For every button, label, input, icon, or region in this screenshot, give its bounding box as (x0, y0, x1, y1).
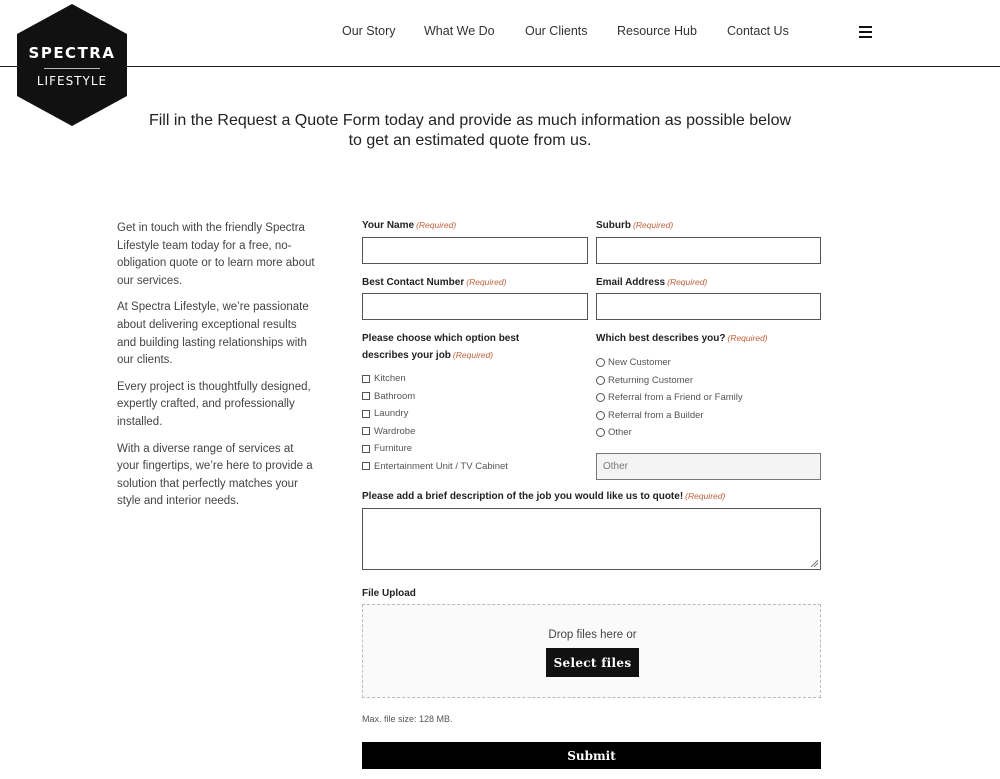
resize-handle-icon[interactable] (810, 559, 818, 567)
option-label: Wardrobe (374, 425, 416, 437)
option-label: New Customer (608, 357, 671, 369)
file-dropzone[interactable] (362, 604, 821, 698)
customer-option-other[interactable] (596, 424, 743, 442)
name-label-text: Your Name (362, 220, 415, 231)
name-label (362, 220, 456, 231)
job-option-furniture[interactable] (362, 440, 508, 458)
option-label: Laundry (374, 408, 409, 420)
required-tag: (Required) (416, 220, 457, 230)
max-file-size-note: Max. file size: 128 MB. (362, 714, 453, 724)
option-label: Returning Customer (608, 374, 694, 386)
option-label: Other (608, 427, 632, 439)
job-option-wardrobe[interactable] (362, 423, 508, 441)
phone-label-text: Best Contact Number (362, 277, 465, 288)
option-label: Furniture (374, 443, 413, 455)
checkbox[interactable] (362, 375, 370, 383)
intro-line-1: Fill in the Request a Quote Form today and provide as much information as possible below (148, 112, 792, 129)
required-tag: (Required) (727, 333, 768, 343)
sidebar-paragraph: Get in touch with the friendly Spectra Lifestyle team today for a free, no-obligation quote or to learn more about our services. (117, 222, 315, 287)
sidebar-paragraph: With a diverse range of services at your fingertips, we’re here to provide a solution that perfectly matches your style and interior needs. (117, 442, 313, 508)
required-tag: (Required) (633, 220, 674, 230)
main-nav (0, 24, 1000, 42)
nav-contact-us[interactable]: Contact Us (727, 24, 789, 38)
file-upload-label: File Upload (362, 588, 416, 599)
phone-input[interactable] (362, 293, 588, 320)
nav-our-story[interactable]: Our Story (342, 24, 396, 38)
job-option-kitchen[interactable] (362, 370, 508, 388)
checkbox[interactable] (362, 427, 370, 435)
job-type-label (362, 331, 562, 364)
intro-heading (100, 111, 840, 151)
email-label (596, 277, 707, 288)
job-option-laundry[interactable] (362, 405, 508, 423)
description-textarea[interactable] (362, 508, 821, 570)
nav-our-clients[interactable]: Our Clients (525, 24, 588, 38)
customer-type-label (596, 333, 768, 344)
submit-button[interactable]: Submit (362, 742, 821, 769)
nav-what-we-do[interactable]: What We Do (424, 24, 495, 38)
required-tag: (Required) (667, 277, 708, 287)
logo-text-lifestyle: LIFESTYLE (36, 74, 108, 88)
phone-label (362, 277, 506, 288)
option-label: Referral from a Friend or Family (608, 392, 743, 404)
customer-option-referral-friend[interactable] (596, 389, 743, 407)
logo-text-spectra: SPECTRA (28, 44, 116, 62)
radio-button[interactable] (596, 376, 605, 385)
job-type-options (362, 370, 508, 475)
drop-files-text: Drop files here or (548, 629, 637, 641)
logo-rule (44, 68, 100, 69)
nav-resource-hub[interactable]: Resource Hub (617, 24, 697, 38)
customer-option-returning[interactable] (596, 372, 743, 390)
checkbox[interactable] (362, 445, 370, 453)
required-tag: (Required) (452, 350, 494, 360)
customer-option-new[interactable] (596, 354, 743, 372)
customer-type-label-text: Which best describes you? (596, 333, 726, 344)
radio-button[interactable] (596, 428, 605, 437)
spectra-logo[interactable] (17, 4, 127, 126)
suburb-input[interactable] (596, 237, 821, 264)
select-files-button[interactable]: Select files (546, 648, 639, 677)
sidebar-paragraph: At Spectra Lifestyle, we’re passionate about delivering exceptional results and building lasting relationships with our clients. (117, 301, 309, 367)
email-label-text: Email Address (596, 277, 666, 288)
header-divider (0, 66, 1000, 67)
name-input[interactable] (362, 237, 588, 264)
other-input[interactable] (596, 453, 821, 480)
job-type-label-text: Please choose which option best describes your job (362, 333, 520, 361)
option-label: Referral from a Builder (608, 409, 704, 421)
option-label: Kitchen (374, 373, 406, 385)
radio-button[interactable] (596, 358, 605, 367)
checkbox[interactable] (362, 462, 370, 470)
hexagon-logo-icon (17, 4, 127, 126)
checkbox[interactable] (362, 392, 370, 400)
hamburger-menu-icon[interactable] (859, 26, 872, 38)
job-option-bathroom[interactable] (362, 388, 508, 406)
radio-button[interactable] (596, 393, 605, 402)
job-option-entertainment-unit[interactable] (362, 458, 508, 476)
customer-type-options (596, 354, 743, 442)
required-tag: (Required) (685, 491, 726, 501)
option-label: Bathroom (374, 390, 416, 402)
suburb-label-text: Suburb (596, 220, 631, 231)
sidebar-text (117, 220, 317, 520)
intro-line-2: to get an estimated quote from us. (348, 132, 592, 149)
required-tag: (Required) (466, 277, 507, 287)
email-input[interactable] (596, 293, 821, 320)
radio-button[interactable] (596, 411, 605, 420)
option-label: Entertainment Unit / TV Cabinet (374, 460, 508, 472)
description-label (362, 491, 725, 502)
checkbox[interactable] (362, 410, 370, 418)
sidebar-paragraph: Every project is thoughtfully designed, expertly crafted, and professionally installed. (117, 380, 311, 428)
description-label-text: Please add a brief description of the job you would like us to quote! (362, 491, 684, 502)
customer-option-referral-builder[interactable] (596, 407, 743, 425)
suburb-label (596, 220, 673, 231)
